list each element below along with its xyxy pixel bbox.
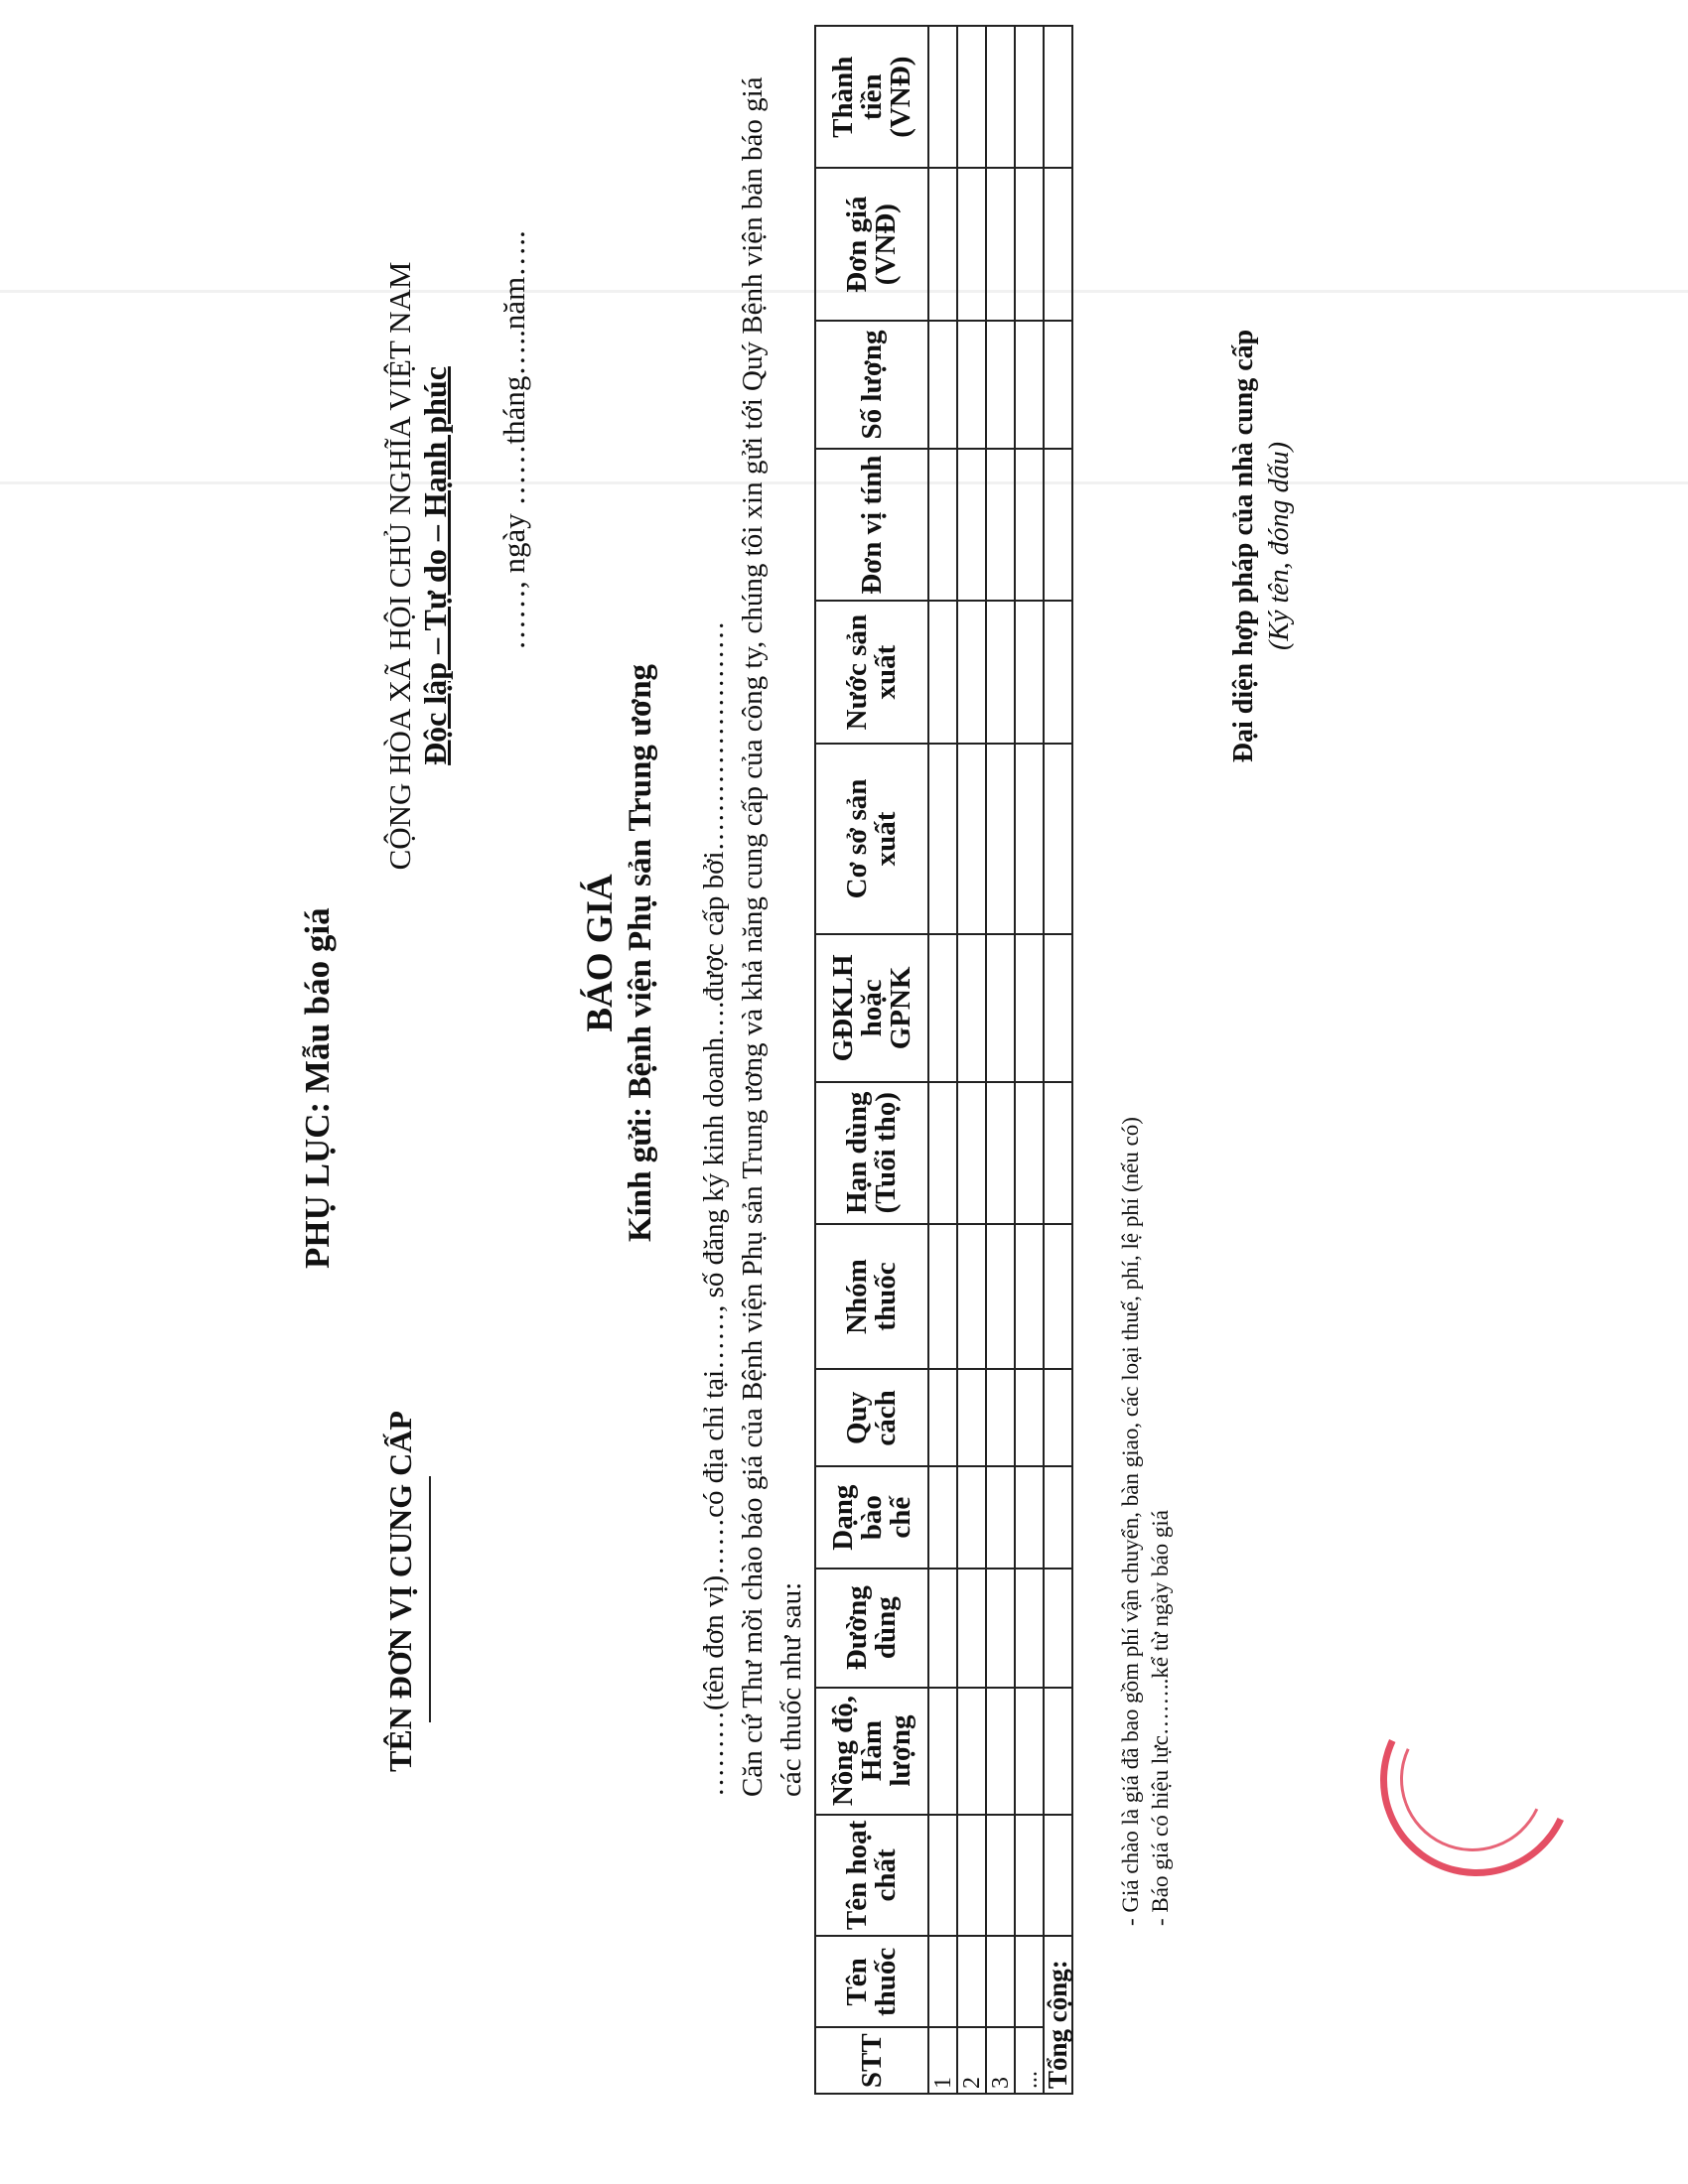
column-header-license: GĐKLH hoặc GPNK <box>815 934 928 1081</box>
table-cell <box>1015 934 1044 1081</box>
table-cell <box>1044 168 1072 321</box>
table-cell <box>928 1815 957 1937</box>
table-cell <box>957 601 986 743</box>
body-line-1: ………(tên đơn vị)……có địa chỉ tại……, số đăng ký kinh doanh….được cấp bởi…………………… <box>698 620 730 1797</box>
table-cell <box>928 449 957 602</box>
column-header-drug-name: Tên thuốc <box>815 1936 928 2027</box>
table-cell <box>957 1936 986 2027</box>
row-number: 1 <box>928 2027 957 2094</box>
table-cell <box>928 321 957 449</box>
table-cell <box>1015 168 1044 321</box>
column-header-unit-price: Đơn giá (VNĐ) <box>815 168 928 321</box>
supplier-underline <box>429 1476 431 1722</box>
column-header-country: Nước sản xuất <box>815 601 928 743</box>
table-cell <box>957 26 986 168</box>
column-header-unit: Đơn vị tính <box>815 449 928 602</box>
table-cell <box>957 744 986 934</box>
table-cell <box>1015 321 1044 449</box>
table-cell <box>1015 26 1044 168</box>
table-cell <box>928 1224 957 1369</box>
table-cell <box>986 934 1015 1081</box>
table-cell <box>928 744 957 934</box>
recipient-line: Kính gửi: Bệnh viện Phụ sản Trung ương <box>623 663 658 1243</box>
table-cell <box>1044 1082 1072 1224</box>
table-cell <box>1044 26 1072 168</box>
table-cell <box>986 601 1015 743</box>
table-row <box>1015 26 1044 2094</box>
table-row <box>986 26 1015 2094</box>
column-header-packaging: Quy cách <box>815 1369 928 1466</box>
column-header-shelf-life: Hạn dùng (Tuổi thọ) <box>815 1082 928 1224</box>
table-cell <box>928 1467 957 1569</box>
table-header-row <box>815 26 928 2094</box>
table-cell <box>1044 321 1072 449</box>
table-cell <box>1044 1369 1072 1466</box>
table-cell <box>928 168 957 321</box>
table-cell <box>957 1369 986 1466</box>
column-header-manufacturer: Cơ sở sản xuất <box>815 744 928 934</box>
nation-line-2: Độc lập – Tự do – Hạnh phúc <box>417 366 453 765</box>
table-cell <box>1015 601 1044 743</box>
table-cell <box>928 1082 957 1224</box>
table-cell <box>986 168 1015 321</box>
table-cell <box>1015 1815 1044 1937</box>
table-cell <box>1044 934 1072 1081</box>
column-header-amount: Thành tiền (VNĐ) <box>815 26 928 168</box>
body-line-2: Căn cứ Thư mời chào báo giá của Bệnh viện Phụ sản Trung ương và khả năng cung cấp của công ty, chúng tôi xin gửi tới Quý Bệnh viện bản báo giá <box>737 76 769 1797</box>
table-cell <box>928 1936 957 2027</box>
table-cell <box>986 1467 1015 1569</box>
table-cell <box>1015 449 1044 602</box>
row-number: 2 <box>957 2027 986 2094</box>
row-number: 3 <box>986 2027 1015 2094</box>
table-cell <box>928 26 957 168</box>
column-header-drug-group: Nhóm thuốc <box>815 1224 928 1369</box>
table-row <box>928 26 957 2094</box>
column-header-concentration: Nồng độ, Hàm lượng <box>815 1688 928 1815</box>
table-cell <box>957 449 986 602</box>
date-line: ……, ngày ……tháng…..năm….. <box>496 230 531 650</box>
table-cell <box>986 1688 1015 1815</box>
table-cell <box>957 1224 986 1369</box>
nation-line-1: CỘNG HÒA XÃ HỘI CHỦ NGHĨA VIỆT NAM <box>382 261 417 871</box>
table-cell <box>986 321 1015 449</box>
table-cell <box>986 744 1015 934</box>
column-header-quantity: Số lượng <box>815 321 928 449</box>
table-cell <box>1044 1467 1072 1569</box>
note-2: - Báo giá có hiệu lực……..kể từ ngày báo giá <box>1148 1509 1173 1926</box>
note-1: - Giá chào là giá đã bao gồm phí vận chuyển, bàn giao, các loại thuế, phí, lệ phí (nếu có) <box>1118 1117 1143 1926</box>
table-cell <box>928 934 957 1081</box>
table-cell <box>957 1688 986 1815</box>
total-label: Tổng cộng: <box>1044 1936 1072 2094</box>
table-cell <box>928 1569 957 1688</box>
document-title: BÁO GIÁ <box>580 874 621 1032</box>
table-cell <box>986 1815 1015 1937</box>
table-cell <box>957 1815 986 1937</box>
total-row <box>1044 26 1072 2094</box>
table-cell <box>957 934 986 1081</box>
table-cell <box>1015 1688 1044 1815</box>
table-cell <box>957 1082 986 1224</box>
column-header-active-ingredient: Tên hoạt chất <box>815 1815 928 1937</box>
table-cell <box>1044 744 1072 934</box>
table-cell <box>1015 744 1044 934</box>
table-cell <box>1015 1936 1044 2027</box>
table-cell <box>1044 601 1072 743</box>
table-cell <box>928 1688 957 1815</box>
table-cell <box>1044 449 1072 602</box>
table-row <box>957 26 986 2094</box>
table-cell <box>928 601 957 743</box>
table-cell <box>1015 1224 1044 1369</box>
column-header-stt: STT <box>815 2027 928 2094</box>
table-cell <box>928 1369 957 1466</box>
table-cell <box>1044 1815 1072 1937</box>
table-cell <box>986 1082 1015 1224</box>
table-cell <box>986 1569 1015 1688</box>
body-line-3: các thuốc như sau: <box>775 1581 807 1797</box>
supplier-label: TÊN ĐƠN VỊ CUNG CẤP <box>382 1411 418 1772</box>
table-cell <box>1044 1224 1072 1369</box>
column-header-dosage-form: Dạng bào chế <box>815 1467 928 1569</box>
table-cell <box>1015 1467 1044 1569</box>
table-cell <box>957 168 986 321</box>
table-cell <box>1015 1569 1044 1688</box>
table-cell <box>986 1224 1015 1369</box>
table-cell <box>986 26 1015 168</box>
table-cell <box>957 1467 986 1569</box>
table-cell <box>1015 1369 1044 1466</box>
table-cell <box>986 1369 1015 1466</box>
table-cell <box>986 449 1015 602</box>
row-number: ... <box>1015 2027 1044 2094</box>
table-cell <box>1015 1082 1044 1224</box>
appendix-title: PHỤ LỤC: Mẫu báo giá <box>298 907 337 1269</box>
price-table <box>814 25 1073 2095</box>
column-header-route: Đường dùng <box>815 1569 928 1688</box>
table-cell <box>957 1569 986 1688</box>
table-cell <box>957 321 986 449</box>
table-cell <box>1044 1569 1072 1688</box>
signature-subtitle: (Ký tên, đóng dấu) <box>1264 442 1295 650</box>
table-cell <box>986 1936 1015 2027</box>
table-cell <box>1044 1688 1072 1815</box>
signature-title: Đại diện hợp pháp của nhà cung cấp <box>1228 329 1259 763</box>
